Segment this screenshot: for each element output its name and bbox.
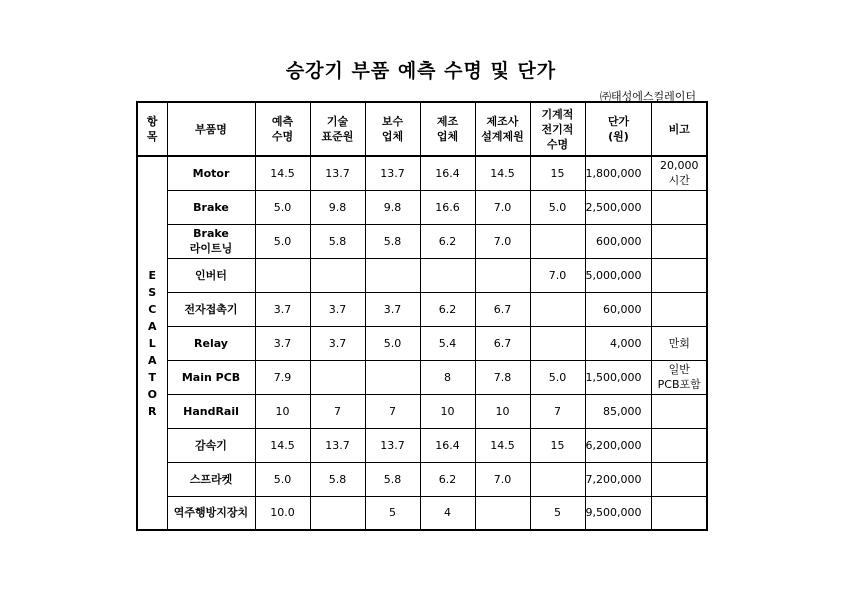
text-line: 제조 bbox=[436, 115, 459, 128]
mech-elec-life-cell: 5 bbox=[530, 496, 585, 530]
header-maintenance bbox=[365, 102, 420, 156]
predicted-life-cell: 7.9 bbox=[255, 360, 310, 394]
text-line: 항 bbox=[146, 115, 158, 128]
text-line: 일반 bbox=[668, 363, 690, 376]
mech-elec-life-cell bbox=[530, 326, 585, 360]
text-line: 라이트닝 bbox=[189, 242, 233, 255]
part-name-cell bbox=[167, 190, 255, 224]
table-row bbox=[137, 428, 707, 462]
part-name-cell bbox=[167, 496, 255, 530]
unit-price-cell: 9,500,000 bbox=[585, 496, 652, 530]
tech-standard-cell bbox=[310, 258, 365, 292]
maintenance-cell: 5.8 bbox=[365, 462, 420, 496]
header-manufacturer bbox=[420, 102, 475, 156]
manufacturer-cell: 5.4 bbox=[420, 326, 475, 360]
note-cell bbox=[652, 394, 707, 428]
mech-elec-life-cell: 7 bbox=[530, 394, 585, 428]
manufacturer-cell: 6.2 bbox=[420, 224, 475, 258]
table-row bbox=[137, 394, 707, 428]
unit-price-cell: 4,000 bbox=[585, 326, 652, 360]
text-line: 수명 bbox=[546, 137, 569, 151]
text-line: 목 bbox=[146, 130, 158, 143]
tech-standard-cell: 9.8 bbox=[310, 190, 365, 224]
text-line: 만회 bbox=[668, 336, 690, 350]
text-line: 보수 bbox=[381, 115, 404, 128]
maker-design-cell: 7.0 bbox=[475, 462, 530, 496]
text-line: 수명 bbox=[271, 130, 294, 143]
header-note bbox=[652, 102, 707, 156]
manufacturer-cell: 16.6 bbox=[420, 190, 475, 224]
text-line: Brake bbox=[193, 227, 229, 240]
note-cell bbox=[652, 224, 707, 258]
maker-design-cell: 6.7 bbox=[475, 326, 530, 360]
maintenance-cell bbox=[365, 258, 420, 292]
predicted-life-cell: 10.0 bbox=[255, 496, 310, 530]
unit-price-cell: 7,200,000 bbox=[585, 462, 652, 496]
tech-standard-cell bbox=[310, 496, 365, 530]
text-line: Motor bbox=[192, 166, 230, 180]
mech-elec-life-cell: 5.0 bbox=[530, 360, 585, 394]
manufacturer-cell: 6.2 bbox=[420, 292, 475, 326]
text-line: 인버터 bbox=[195, 268, 227, 282]
maker-design-cell: 7.0 bbox=[475, 224, 530, 258]
part-name-cell bbox=[167, 258, 255, 292]
note-cell bbox=[652, 360, 707, 394]
text-line: 시간 bbox=[668, 174, 690, 188]
unit-price-cell: 1,500,000 bbox=[585, 360, 652, 394]
tech-standard-cell: 5.8 bbox=[310, 224, 365, 258]
manufacturer-cell: 16.4 bbox=[420, 156, 475, 190]
text-line: Main PCB bbox=[181, 370, 241, 384]
predicted-life-cell: 3.7 bbox=[255, 292, 310, 326]
unit-price-cell: 85,000 bbox=[585, 394, 652, 428]
maker-design-cell: 7.0 bbox=[475, 190, 530, 224]
text-line: 예측 bbox=[271, 115, 294, 128]
category-letter: A bbox=[147, 353, 157, 367]
text-line: 표준원 bbox=[321, 130, 354, 143]
note-cell bbox=[652, 292, 707, 326]
predicted-life-cell bbox=[255, 258, 310, 292]
maker-design-cell bbox=[475, 496, 530, 530]
text-line: 제조사 bbox=[486, 115, 519, 128]
mech-elec-life-cell: 7.0 bbox=[530, 258, 585, 292]
tech-standard-cell: 3.7 bbox=[310, 326, 365, 360]
manufacturer-cell: 4 bbox=[420, 496, 475, 530]
manufacturer-cell bbox=[420, 258, 475, 292]
mech-elec-life-cell: 15 bbox=[530, 428, 585, 462]
part-name-cell bbox=[167, 224, 255, 258]
unit-price-cell: 1,800,000 bbox=[585, 156, 652, 190]
category-letter: T bbox=[148, 370, 156, 384]
table-row bbox=[137, 496, 707, 530]
category-letter: E bbox=[148, 268, 156, 282]
note-cell bbox=[652, 428, 707, 462]
note-cell bbox=[652, 462, 707, 496]
part-name-cell bbox=[167, 462, 255, 496]
text-line: 부품명 bbox=[195, 122, 227, 136]
note-cell bbox=[652, 156, 707, 190]
parts-table bbox=[136, 101, 708, 531]
tech-standard-cell: 13.7 bbox=[310, 156, 365, 190]
table-row bbox=[137, 292, 707, 326]
maintenance-cell: 3.7 bbox=[365, 292, 420, 326]
unit-price-cell: 60,000 bbox=[585, 292, 652, 326]
text-line: 감속기 bbox=[195, 438, 227, 452]
part-name-cell bbox=[167, 292, 255, 326]
unit-price-cell: 600,000 bbox=[585, 224, 652, 258]
maker-design-cell: 6.7 bbox=[475, 292, 530, 326]
text-line: (원) bbox=[608, 130, 629, 143]
header-category bbox=[137, 102, 167, 156]
text-line: HandRail bbox=[183, 404, 239, 418]
predicted-life-cell: 3.7 bbox=[255, 326, 310, 360]
predicted-life-cell: 14.5 bbox=[255, 428, 310, 462]
manufacturer-cell: 6.2 bbox=[420, 462, 475, 496]
text-line: 역주행방지장치 bbox=[173, 506, 249, 520]
mech-elec-life-cell bbox=[530, 462, 585, 496]
table-row bbox=[137, 360, 707, 394]
tech-standard-cell: 7 bbox=[310, 394, 365, 428]
note-cell bbox=[652, 496, 707, 530]
category-letter: R bbox=[148, 404, 157, 418]
table-row bbox=[137, 258, 707, 292]
table-row bbox=[137, 462, 707, 496]
text-line: 전기적 bbox=[541, 122, 574, 136]
category-letter: A bbox=[147, 319, 157, 333]
header-maker-design bbox=[475, 102, 530, 156]
company-name: ㈜태성에스컬레이터 bbox=[599, 90, 696, 103]
maintenance-cell: 5.0 bbox=[365, 326, 420, 360]
text-line: 20,000 bbox=[659, 159, 699, 173]
document-title: 승강기 부품 예측 수명 및 단가 bbox=[285, 60, 557, 82]
text-line: 비고 bbox=[668, 122, 690, 136]
maintenance-cell: 7 bbox=[365, 394, 420, 428]
mech-elec-life-cell: 5.0 bbox=[530, 190, 585, 224]
text-line: 업체 bbox=[381, 130, 404, 143]
part-name-cell bbox=[167, 326, 255, 360]
mech-elec-life-cell bbox=[530, 292, 585, 326]
category-cell bbox=[137, 156, 167, 530]
text-line: 기계적 bbox=[541, 107, 574, 121]
table-row bbox=[137, 156, 707, 190]
text-line: Relay bbox=[194, 336, 228, 350]
part-name-cell bbox=[167, 428, 255, 462]
note-cell bbox=[652, 190, 707, 224]
tech-standard-cell: 5.8 bbox=[310, 462, 365, 496]
manufacturer-cell: 10 bbox=[420, 394, 475, 428]
text-line: 전자접촉기 bbox=[184, 302, 238, 316]
text-line: 기술 bbox=[326, 115, 349, 128]
note-cell bbox=[652, 326, 707, 360]
header-tech-standard bbox=[310, 102, 365, 156]
text-line: 업체 bbox=[436, 130, 459, 143]
text-line: 단가 bbox=[607, 115, 630, 128]
table-row bbox=[137, 190, 707, 224]
text-line: 설계제원 bbox=[481, 130, 524, 143]
header-unit-price bbox=[585, 102, 652, 156]
mech-elec-life-cell: 15 bbox=[530, 156, 585, 190]
text-line: Brake bbox=[193, 200, 229, 214]
part-name-cell bbox=[167, 360, 255, 394]
maintenance-cell: 5 bbox=[365, 496, 420, 530]
header-mech-elec-life bbox=[530, 102, 585, 156]
maker-design-cell: 7.8 bbox=[475, 360, 530, 394]
predicted-life-cell: 10 bbox=[255, 394, 310, 428]
text-line: PCB포함 bbox=[657, 378, 701, 391]
category-letter: O bbox=[147, 387, 157, 401]
table-row bbox=[137, 224, 707, 258]
tech-standard-cell: 13.7 bbox=[310, 428, 365, 462]
maintenance-cell: 13.7 bbox=[365, 156, 420, 190]
predicted-life-cell: 5.0 bbox=[255, 190, 310, 224]
predicted-life-cell: 14.5 bbox=[255, 156, 310, 190]
note-cell bbox=[652, 258, 707, 292]
header-part-name bbox=[167, 102, 255, 156]
part-name-cell bbox=[167, 394, 255, 428]
maker-design-cell bbox=[475, 258, 530, 292]
predicted-life-cell: 5.0 bbox=[255, 224, 310, 258]
maintenance-cell: 13.7 bbox=[365, 428, 420, 462]
maker-design-cell: 14.5 bbox=[475, 156, 530, 190]
maintenance-cell: 9.8 bbox=[365, 190, 420, 224]
tech-standard-cell: 3.7 bbox=[310, 292, 365, 326]
unit-price-cell: 2,500,000 bbox=[585, 190, 652, 224]
maintenance-cell: 5.8 bbox=[365, 224, 420, 258]
unit-price-cell: 6,200,000 bbox=[585, 428, 652, 462]
part-name-cell bbox=[167, 156, 255, 190]
table-row bbox=[137, 326, 707, 360]
manufacturer-cell: 16.4 bbox=[420, 428, 475, 462]
tech-standard-cell bbox=[310, 360, 365, 394]
header-predicted-life bbox=[255, 102, 310, 156]
maker-design-cell: 10 bbox=[475, 394, 530, 428]
category-letter: L bbox=[148, 336, 156, 350]
predicted-life-cell: 5.0 bbox=[255, 462, 310, 496]
manufacturer-cell: 8 bbox=[420, 360, 475, 394]
text-line: 스프라켓 bbox=[189, 472, 233, 486]
category-letter: S bbox=[148, 285, 157, 299]
unit-price-cell: 5,000,000 bbox=[585, 258, 652, 292]
header-row bbox=[137, 102, 707, 156]
mech-elec-life-cell bbox=[530, 224, 585, 258]
category-letter: C bbox=[148, 302, 157, 316]
maker-design-cell: 14.5 bbox=[475, 428, 530, 462]
maintenance-cell bbox=[365, 360, 420, 394]
